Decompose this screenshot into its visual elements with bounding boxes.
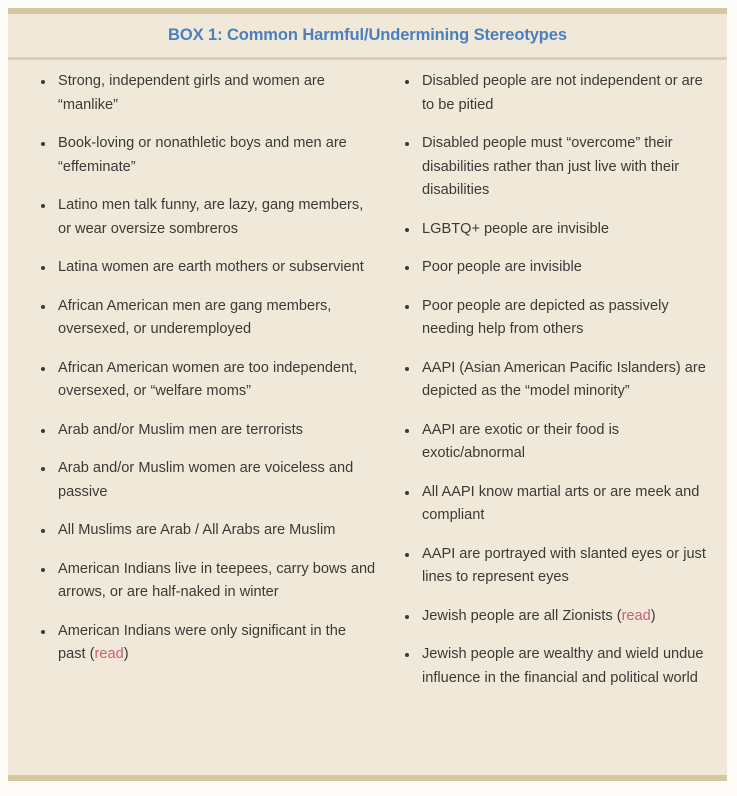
callout-box: [8, 8, 727, 781]
list-item-text: AAPI are portrayed with slanted eyes or just lines to represent eyes: [422, 545, 706, 585]
list-item-text: LGBTQ+ people are invisible: [422, 220, 609, 237]
list-item: [38, 457, 376, 504]
list-item-text: Book-loving or nonathletic boys and men are “effeminate”: [58, 135, 347, 175]
close-paren: ): [123, 646, 129, 662]
list-item: [402, 643, 711, 690]
list-item-text: Poor people are invisible: [422, 259, 582, 275]
list-item-text: Disabled people are not independent or are to be pitied: [422, 73, 703, 113]
list-item: [402, 132, 711, 203]
list-item-text: Disabled people must “overcome” their disabilities rather than just live with their disabilities: [422, 135, 680, 198]
list-item-text: AAPI are exotic or their food is exotic/abnormal: [422, 421, 620, 461]
list-item-text: American Indians were only significant in the past: [58, 622, 346, 662]
list-item-text: African American men are gang members, oversexed, or underemployed: [58, 297, 332, 337]
list-item-text: Arab and/or Muslim women are voiceless and passive: [58, 460, 354, 500]
list-item-text: Latino men talk funny, are lazy, gang members, or wear oversize sombreros: [58, 197, 364, 237]
list-item: [38, 194, 376, 241]
list-item: [402, 357, 711, 404]
list-item: [38, 558, 376, 605]
box-title: BOX 1: Common Harmful/Undermining Stereotypes: [168, 26, 567, 44]
list-item: [402, 70, 711, 117]
list-item: [402, 419, 711, 466]
list-item-text: American Indians live in teepees, carry bows and arrows, or are half-naked in winter: [58, 560, 376, 600]
list-item: [38, 70, 376, 117]
stereotype-list-right: [402, 70, 711, 690]
list-item: [402, 543, 711, 590]
list-item: [402, 218, 711, 242]
list-item-text: African American women are too independent, oversexed, or “welfare moms”: [58, 359, 358, 399]
open-paren: (: [616, 607, 622, 624]
list-item: [38, 357, 376, 404]
list-item: [402, 605, 711, 629]
right-column: [384, 70, 717, 765]
list-item: [402, 295, 711, 342]
list-item-text: Strong, independent girls and women are “manlike”: [58, 73, 325, 113]
list-item-text: All Muslims are Arab / All Arabs are Muslim: [58, 522, 336, 538]
read-link[interactable]: read: [94, 646, 124, 662]
list-item: [402, 481, 711, 528]
list-item: [38, 295, 376, 342]
read-link[interactable]: read: [621, 607, 651, 624]
close-paren: ): [650, 607, 656, 624]
list-item: [38, 256, 376, 280]
stereotype-list-left: [38, 70, 376, 667]
left-column: [16, 70, 384, 765]
list-item-text: Jewish people are all Zionists: [422, 607, 617, 624]
list-item-text: Poor people are depicted as passively needing help from others: [422, 297, 669, 337]
list-item-text: Latina women are earth mothers or subservient: [58, 259, 364, 275]
box-header: [8, 14, 727, 60]
list-item: [38, 519, 376, 543]
list-item-text: Arab and/or Muslim men are terrorists: [58, 421, 303, 438]
list-item-text: AAPI (Asian American Pacific Islanders) are depicted as the “model minority”: [422, 359, 706, 399]
open-paren: (: [89, 646, 95, 662]
list-item-text: Jewish people are wealthy and wield undue influence in the financial and political world: [422, 646, 704, 686]
list-item-text: All AAPI know martial arts or are meek and compliant: [422, 483, 700, 523]
list-item: [38, 620, 376, 667]
list-item: [38, 419, 376, 443]
box-body: [8, 60, 727, 775]
list-item: [38, 132, 376, 179]
list-item: [402, 256, 711, 280]
